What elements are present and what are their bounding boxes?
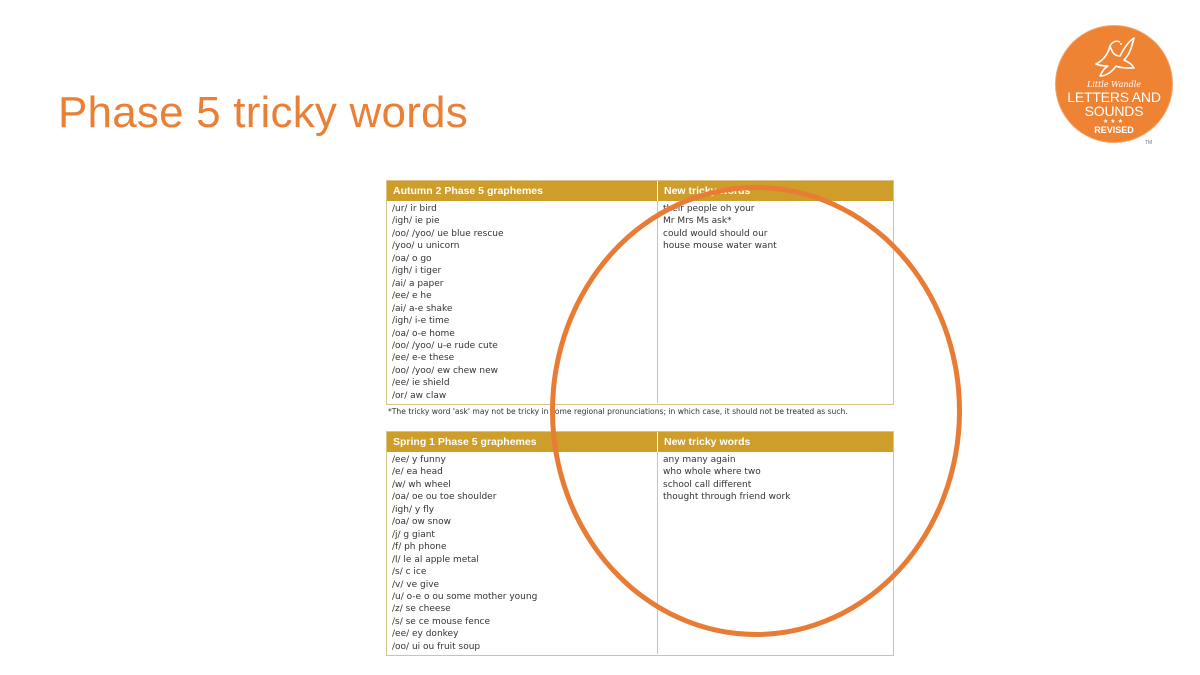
logo-brand: Little Wandle bbox=[1087, 80, 1141, 89]
grapheme-row: /oo/ ui ou fruit soup bbox=[392, 641, 481, 652]
tricky-words-row: Mr Mrs Ms ask* bbox=[663, 216, 732, 227]
slide-title: Phase 5 tricky words bbox=[58, 88, 468, 137]
graphemes-header: Autumn 2 Phase 5 graphemes bbox=[387, 181, 658, 201]
grapheme-row: /s/ c ice bbox=[392, 567, 427, 578]
grapheme-row: /ur/ ir bird bbox=[392, 204, 437, 214]
grapheme-row: /ee/ y funny bbox=[392, 455, 446, 465]
grapheme-row: /ee/ e he bbox=[392, 291, 432, 302]
grapheme-row: /j/ g giant bbox=[392, 529, 435, 540]
tricky-words-header: New tricky words bbox=[664, 436, 751, 448]
grapheme-row: /oa/ o go bbox=[392, 253, 432, 264]
logo-line-2: SOUNDS bbox=[1084, 103, 1144, 119]
grapheme-row: /ee/ ey donkey bbox=[392, 629, 459, 640]
grapheme-row: /w/ wh wheel bbox=[392, 479, 451, 490]
graphemes-column bbox=[387, 452, 658, 654]
grapheme-row: /igh/ i-e time bbox=[392, 316, 450, 327]
grapheme-row: /oo/ /yoo/ ew chew new bbox=[392, 365, 498, 376]
grapheme-row: /oa/ oe ou toe shoulder bbox=[392, 492, 497, 503]
autumn-phase5-table bbox=[386, 180, 894, 405]
grapheme-row: /ee/ ie shield bbox=[392, 378, 450, 389]
graphemes-header: Spring 1 Phase 5 graphemes bbox=[387, 432, 658, 452]
grapheme-row: /igh/ ie pie bbox=[392, 216, 440, 227]
table-body bbox=[387, 201, 893, 403]
tricky-words-column bbox=[658, 452, 893, 654]
grapheme-row: /f/ ph phone bbox=[392, 542, 447, 553]
tricky-words-header: New tricky words bbox=[664, 185, 751, 197]
grapheme-row: /s/ se ce mouse fence bbox=[392, 616, 491, 627]
grapheme-row: /oa/ o-e home bbox=[392, 328, 455, 339]
tricky-words-row: who whole where two bbox=[663, 467, 761, 478]
logo-stars: ★★★ bbox=[1102, 118, 1126, 125]
grapheme-row: /or/ aw claw bbox=[392, 390, 447, 401]
grapheme-row: /oo/ /yoo/ ue blue rescue bbox=[392, 228, 504, 239]
grapheme-row: /oa/ ow snow bbox=[392, 517, 451, 528]
tricky-words-row: any many again bbox=[663, 455, 736, 465]
grapheme-row: /z/ se cheese bbox=[392, 604, 451, 615]
tricky-words-row: could would should our bbox=[663, 228, 768, 239]
grapheme-row: /u/ o-e o ou some mother young bbox=[392, 591, 538, 602]
tricky-words-row: thought through friend work bbox=[663, 492, 791, 503]
grapheme-row: /ai/ a-e shake bbox=[392, 303, 453, 314]
table-header bbox=[387, 432, 893, 452]
footnote: *The tricky word 'ask' may not be tricky in some regional pronunciations; in which case, it should not be treated as such. bbox=[388, 407, 848, 416]
tricky-words-row: house mouse water want bbox=[663, 241, 777, 252]
grapheme-row: /yoo/ u unicorn bbox=[392, 241, 460, 252]
grapheme-row: /ai/ a paper bbox=[392, 278, 444, 289]
grapheme-row: /igh/ y fly bbox=[392, 504, 435, 515]
table-header bbox=[387, 181, 893, 201]
grapheme-row: /l/ le al apple metal bbox=[392, 554, 479, 565]
spring-phase5-table bbox=[386, 431, 894, 656]
grapheme-row: /v/ ve give bbox=[392, 579, 440, 590]
letters-and-sounds-logo bbox=[1056, 26, 1172, 142]
logo-line-1: LETTERS AND bbox=[1067, 89, 1161, 105]
dove-icon bbox=[1090, 34, 1138, 80]
trademark-mark: TM bbox=[1145, 140, 1153, 146]
table-body bbox=[387, 452, 893, 654]
tricky-words-row: school call different bbox=[663, 479, 752, 490]
grapheme-row: /ee/ e-e these bbox=[392, 353, 455, 364]
grapheme-row: /e/ ea head bbox=[392, 467, 443, 478]
logo-edition: REVISED bbox=[1094, 125, 1134, 135]
tricky-words-column bbox=[658, 201, 893, 403]
tricky-words-row: their people oh your bbox=[663, 204, 755, 214]
grapheme-row: /oo/ /yoo/ u-e rude cute bbox=[392, 340, 498, 351]
graphemes-column bbox=[387, 201, 658, 403]
grapheme-row: /igh/ i tiger bbox=[392, 266, 442, 277]
